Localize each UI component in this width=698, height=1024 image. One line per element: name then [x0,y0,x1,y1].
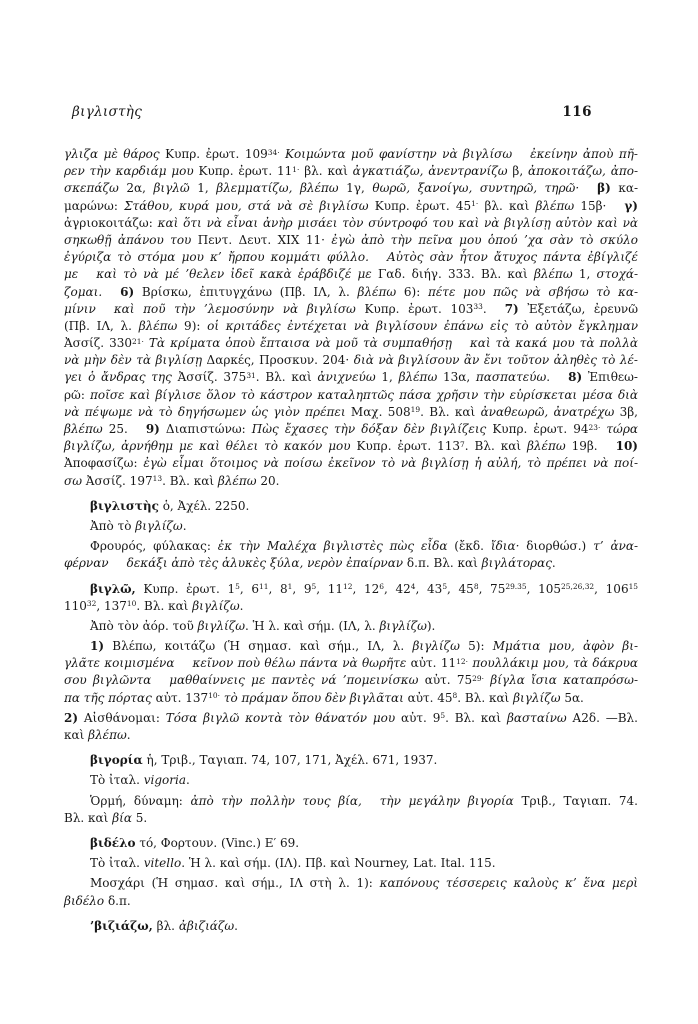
text-line: βιγορία ἡ, Τριβ., Ταγιαπ. 74, 107, 171, Ἀχέλ. 671, 1937. [90,753,438,768]
entry-biglo-etymology [64,618,638,635]
text-line: βιδέλο τό, Φορτουν. (Vinc.) Ε′ 69. [90,835,300,850]
text-line: βιγλίζω, ἀρνήθημ με καὶ θέλει τὸ κακόν μου Κυπρ. ἐρωτ. $113^7$. Βλ. καὶ βλέπω 19β. 10) [64,439,638,454]
text-line: βιγλιστὴς ὁ, Ἀχέλ. 2250. [90,498,250,513]
text-line: βιγλῶ, Κυπρ. ἐρωτ. $1^5$, $6^{11}$, $8^1$, $9^5$, $11^{12}$, $12^6$, $42^4$, $43^5$, $45^8$, $75^{29.35}$, 105$^{25,26,32}$, $106^{15}$ [90,581,639,596]
entry-bidelo-etymology [64,855,638,872]
running-header [64,103,638,121]
entry-biglistis-etymology [64,518,638,535]
text-line: Τὸ ἰταλ. vigoria. [90,773,190,788]
text-line: (Πβ. ΙΛ, λ. βλέπω 9): οἱ κριτάδες ἐντέχεται νὰ βιγλίσουν ἐπάνω εἰς τὸ αὐτὸν ἔγκλημαν [64,318,638,333]
text-line: φέρναν δεκάξι ἀπὸ τὲς ἁλυκὲς ξύλα, νερὸν ἐπαίρναν δ.π. Βλ. καὶ βιγλάτορας. [64,556,556,571]
text-line: γλιζα μὲ θάρος Κυπρ. ἐρωτ. $109^{34\cdot}$ Κοιμώντα μοῦ φανίστην νὰ βιγλίσω ἐκείνην ἀποὺ πῆ- [64,147,638,161]
entry-bigoria-sense [64,793,638,827]
text-line: 2) Αἰσθάνομαι: Τόσα βιγλῶ κοντὰ τὸν θάνατόν μου αὐτ. $9^5$. Βλ. καὶ βασταίνω Α2δ. —Βλ. [64,710,638,725]
text-line: σου βιγλῶντα μαθθαίννεις με παντὲς νά ’πομεινίσκω αὐτ. $75^{29\cdot}$ βίγλα ἴσια καταπρόσω- [64,673,638,688]
text-line: με καὶ τὸ νὰ μέ ’θελεν ἰδεῖ κακὰ ἐράβδιζέ με Γαδ. διήγ. 333. Βλ. καὶ βλέπω 1, στοχά- [64,267,638,282]
text-line: μίνιν καὶ ποῦ τὴν ’λεμοσύνην νὰ βιγλίσω Κυπρ. ἐρωτ. $103^{33}$. 7) Ἐξετάζω, ἐρευνῶ [64,301,638,316]
text-line: βλέπω 25. 9) Διαπιστώνω: Πὼς ἔχασες τὴν δόξαν δὲν βιγλίζεις Κυπρ. ἐρωτ. $94^{23\cdot}$ τώρα [64,422,638,436]
text-line: ’βιζιάζω, βλ. ἀβιζιάζω. [90,918,238,933]
text-line: νὰ πέψωμε νὰ τὸ δηγήσωμεν ὡς γιὸν πρέπει Μαχ. $508^{19}$. Βλ. καὶ ἀναθεωρῶ, ἀνατρέχω 3β, [64,404,638,419]
text-line: ρεν τὴν καρδιάμ μου Κυπρ. ἐρωτ. $11^{1\cdot}$ βλ. καὶ ἀγκατιάζω, ἀνεντρανίζω β, ἀποκοιτάζω, ἀπο- [64,164,639,179]
text-line: καὶ βλέπω. [64,728,131,742]
entry-bidelo-headline [64,835,638,852]
entry-biglistis-headline [64,498,638,515]
text-line: ἀγριοκοιτάζω: καὶ ὅτι νὰ εἶναι ἀνὴρ μισάει τὸν σύντροφό του καὶ νὰ βιγλίσῃ αὐτὸν καὶ νὰ [64,215,638,230]
text-line: γει ὁ ἄνδρας της Ἀσσίζ. $375^{31}$. Βλ. καὶ ἀνιχνεύω 1, βλέπω 13α, πασπατεύω. 8) Ἐπιθεω- [64,370,638,385]
text-line: Ἀποφασίζω: ἐγὼ εἶμαι ὅτοιμος νὰ ποίσω ἐκεῖνον τὸ νὰ βιγλίσῃ ἡ αὐλή, τὸ πρέπει νὰ ποί- [64,456,639,471]
text-line: νὰ μὴν δὲν τὰ βιγλίσῃ Δαρκές, Προσκυν. 204· διὰ νὰ βιγλίσουν ἂν ἔνι τοῦτον ἀληθὲς τὸ λέ- [64,353,638,368]
text-line: Ἀπὸ τὸν ἀόρ. τοῦ βιγλίζω. Ἡ λ. καὶ σήμ. (ΙΛ, λ. βιγλίζω). [90,618,436,633]
text-line: Τὸ ἰταλ. vitello. Ἡ λ. καὶ σήμ. (ΙΛ). Πβ. καὶ Nourney, Lat. Ital. 115. [90,856,496,871]
text-line: $110^{32}$, $137^{10}$. Βλ. καὶ βιγλίζω. [64,598,244,613]
text-line: Ἀπὸ τὸ βιγλίζω. [90,518,187,533]
text-line: βιδέλο δ.π. [64,893,131,908]
text-line: σηκωθῇ ἀπάνου του Πεντ. Δευτ. XIX 11· ἐγὼ ἀπὸ τὴν πεῖνα μου ὁπού ’χα σὰν τὸ σκύλο [64,232,638,247]
text-line: Βλ. καὶ βία 5. [64,810,148,825]
dictionary-text-body [64,146,638,935]
entry-bidelo-sense [64,875,638,909]
entry-biglo-sense-1 [64,638,638,707]
text-line: σκεπάζω 2α, βιγλῶ 1, βλεμματίζω, βλέπω 1γ, θωρῶ, ξανοίγω, συντηρῶ, τηρῶ· β) κα- [64,181,639,196]
entry-biziazo [64,918,638,935]
entry-biglo-headline [64,581,638,615]
text-line: σω Ἀσσίζ. $197^{13}$. Βλ. καὶ βλέπω 20. [64,473,280,488]
entry-biglo-sense-2 [64,710,638,744]
text-line: μαρώνω: Στάθου, κυρά μου, στά νὰ σὲ βιγλίσω Κυπρ. ἐρωτ. $45^{1\cdot}$ βλ. καὶ βλέπω 15β· γ) [64,198,638,213]
text-line: ρῶ: ποῖσε καὶ βίγλισε ὅλον τὸ κάστρον καταληπτῶς πάσα χρῆσιν τὴν εὑρίσκεται μέσα διὰ [64,387,638,402]
text-line: Ὁρμή, δύναμη: ἀπὸ τὴν πολλὴν τους βία, τὴν μεγάλην βιγορία Τριβ., Ταγιαπ. 74. [90,793,638,808]
page-number: 116 [562,104,592,120]
text-line: Φρουρός, φύλακας: ἐκ τὴν Μαλέχα βιγλιστὲς πὼς εἶδα (ἔκδ. ἴδια· διορθώσ.) τ’ ἀνα- [90,539,639,554]
text-line: ζομαι. 6) Βρίσκω, ἐπιτυγχάνω (Πβ. ΙΛ, λ. βλέπω 6): πέτε μου πῶς νὰ σβήσω τὸ κα- [64,284,639,299]
entry-biglistis-sense [64,538,638,572]
header-headword: βιγλιστὴς [72,104,143,120]
text-line: Ἀσσίζ. $330^{21\cdot}$ Τὰ κρίματα ὁποὺ ἔπταισα νὰ μοῦ τὰ συμπαθήσῃ καὶ τὰ κακά μου τὰ πολλὰ [64,336,638,351]
entry-bigoria-etymology [64,772,638,789]
entry-bigoria-headline [64,752,638,769]
text-line: Μοσχάρι (Ἡ σημασ. καὶ σήμ., ΙΛ στὴ λ. 1): καπόνους τέσσερεις καλοὺς κ’ ἕνα μερὶ [90,876,638,891]
text-line: 1) Βλέπω, κοιτάζω (Ἡ σημασ. καὶ σήμ., ΙΛ, λ. βιγλίζω 5): Μμάτια μου, ἀφὸν βι- [90,639,638,654]
text-line: πα τῆς πόρτας αὐτ. $137^{10\cdot}$ τὸ πράμαν ὅπου δὲν βιγλᾶται αὐτ. $45^8$. Βλ. καὶ βιγλίζω 5α. [64,690,584,705]
text-line: ἐγύριζα τὸ στόμα μου κ’ ἤρπου κομμάτι φύλλο. Αὐτὸς σὰν ἦτον ἄτυχος πάντα ἐβίγλιζέ [64,250,638,265]
continuation-paragraph [64,146,638,490]
text-line: γλᾶτε κοιμισμένα κεῖνον ποὺ θέλω πάντα νὰ θωρῆτε αὐτ. $11^{12\cdot}$ πουλλάκιμ μου, τὰ δάκρυα [64,656,639,671]
